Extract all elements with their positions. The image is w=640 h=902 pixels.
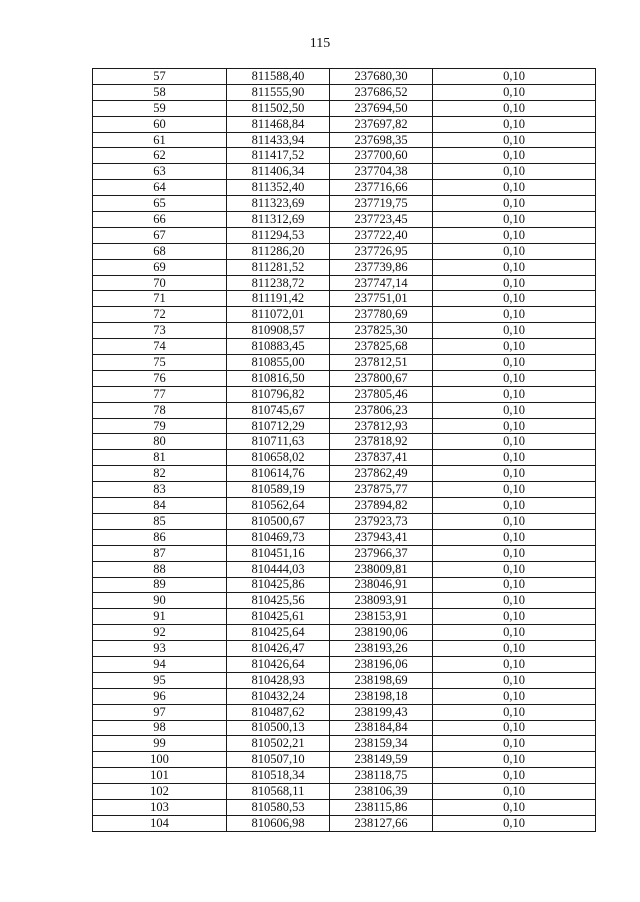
y-coordinate-cell: 238159,34 bbox=[330, 736, 433, 752]
point-number-cell: 89 bbox=[93, 577, 227, 593]
x-coordinate-cell: 810500,67 bbox=[227, 513, 330, 529]
y-coordinate-cell: 237825,30 bbox=[330, 323, 433, 339]
y-coordinate-cell: 237862,49 bbox=[330, 466, 433, 482]
x-coordinate-cell: 810500,13 bbox=[227, 720, 330, 736]
point-number-cell: 78 bbox=[93, 402, 227, 418]
table-row bbox=[93, 768, 596, 784]
y-coordinate-cell: 238127,66 bbox=[330, 815, 433, 831]
point-number-cell: 63 bbox=[93, 164, 227, 180]
point-number-cell: 101 bbox=[93, 768, 227, 784]
table-row bbox=[93, 784, 596, 800]
y-coordinate-cell: 237719,75 bbox=[330, 196, 433, 212]
point-number-cell: 70 bbox=[93, 275, 227, 291]
point-number-cell: 74 bbox=[93, 339, 227, 355]
table-row bbox=[93, 275, 596, 291]
y-coordinate-cell: 237716,66 bbox=[330, 180, 433, 196]
point-number-cell: 90 bbox=[93, 593, 227, 609]
y-coordinate-cell: 237923,73 bbox=[330, 513, 433, 529]
table-row bbox=[93, 736, 596, 752]
x-coordinate-cell: 810816,50 bbox=[227, 370, 330, 386]
x-coordinate-cell: 811502,50 bbox=[227, 100, 330, 116]
error-cell: 0,10 bbox=[433, 545, 596, 561]
table-row bbox=[93, 799, 596, 815]
x-coordinate-cell: 810606,98 bbox=[227, 815, 330, 831]
table-row bbox=[93, 609, 596, 625]
y-coordinate-cell: 237818,92 bbox=[330, 434, 433, 450]
table-row bbox=[93, 164, 596, 180]
table-row bbox=[93, 323, 596, 339]
x-coordinate-cell: 810451,16 bbox=[227, 545, 330, 561]
point-number-cell: 102 bbox=[93, 784, 227, 800]
y-coordinate-cell: 237894,82 bbox=[330, 498, 433, 514]
point-number-cell: 97 bbox=[93, 704, 227, 720]
y-coordinate-cell: 238115,86 bbox=[330, 799, 433, 815]
error-cell: 0,10 bbox=[433, 593, 596, 609]
point-number-cell: 88 bbox=[93, 561, 227, 577]
error-cell: 0,10 bbox=[433, 148, 596, 164]
table-row bbox=[93, 402, 596, 418]
y-coordinate-cell: 237966,37 bbox=[330, 545, 433, 561]
point-number-cell: 80 bbox=[93, 434, 227, 450]
y-coordinate-cell: 237812,93 bbox=[330, 418, 433, 434]
x-coordinate-cell: 810614,76 bbox=[227, 466, 330, 482]
error-cell: 0,10 bbox=[433, 656, 596, 672]
table-row bbox=[93, 482, 596, 498]
table-row bbox=[93, 625, 596, 641]
point-number-cell: 79 bbox=[93, 418, 227, 434]
error-cell: 0,10 bbox=[433, 450, 596, 466]
point-number-cell: 99 bbox=[93, 736, 227, 752]
point-number-cell: 95 bbox=[93, 672, 227, 688]
y-coordinate-cell: 238046,91 bbox=[330, 577, 433, 593]
error-cell: 0,10 bbox=[433, 418, 596, 434]
y-coordinate-cell: 237943,41 bbox=[330, 529, 433, 545]
y-coordinate-cell: 237812,51 bbox=[330, 355, 433, 371]
x-coordinate-cell: 811281,52 bbox=[227, 259, 330, 275]
y-coordinate-cell: 237805,46 bbox=[330, 386, 433, 402]
y-coordinate-cell: 237780,69 bbox=[330, 307, 433, 323]
point-number-cell: 71 bbox=[93, 291, 227, 307]
x-coordinate-cell: 811468,84 bbox=[227, 116, 330, 132]
x-coordinate-cell: 810432,24 bbox=[227, 688, 330, 704]
x-coordinate-cell: 810711,63 bbox=[227, 434, 330, 450]
x-coordinate-cell: 810568,11 bbox=[227, 784, 330, 800]
x-coordinate-cell: 810562,64 bbox=[227, 498, 330, 514]
table-row bbox=[93, 561, 596, 577]
error-cell: 0,10 bbox=[433, 355, 596, 371]
error-cell: 0,10 bbox=[433, 482, 596, 498]
table-row bbox=[93, 656, 596, 672]
point-number-cell: 72 bbox=[93, 307, 227, 323]
error-cell: 0,10 bbox=[433, 434, 596, 450]
x-coordinate-cell: 810426,47 bbox=[227, 641, 330, 657]
point-number-cell: 58 bbox=[93, 84, 227, 100]
point-number-cell: 82 bbox=[93, 466, 227, 482]
point-number-cell: 93 bbox=[93, 641, 227, 657]
point-number-cell: 57 bbox=[93, 69, 227, 85]
point-number-cell: 96 bbox=[93, 688, 227, 704]
x-coordinate-cell: 810883,45 bbox=[227, 339, 330, 355]
y-coordinate-cell: 237800,67 bbox=[330, 370, 433, 386]
y-coordinate-cell: 237694,50 bbox=[330, 100, 433, 116]
y-coordinate-cell: 237686,52 bbox=[330, 84, 433, 100]
x-coordinate-cell: 811352,40 bbox=[227, 180, 330, 196]
x-coordinate-cell: 810796,82 bbox=[227, 386, 330, 402]
point-number-cell: 64 bbox=[93, 180, 227, 196]
x-coordinate-cell: 811555,90 bbox=[227, 84, 330, 100]
error-cell: 0,10 bbox=[433, 323, 596, 339]
x-coordinate-cell: 811433,94 bbox=[227, 132, 330, 148]
y-coordinate-cell: 238118,75 bbox=[330, 768, 433, 784]
error-cell: 0,10 bbox=[433, 275, 596, 291]
x-coordinate-cell: 810425,86 bbox=[227, 577, 330, 593]
x-coordinate-cell: 811406,34 bbox=[227, 164, 330, 180]
table-row bbox=[93, 148, 596, 164]
error-cell: 0,10 bbox=[433, 466, 596, 482]
error-cell: 0,10 bbox=[433, 339, 596, 355]
y-coordinate-cell: 237723,45 bbox=[330, 212, 433, 228]
error-cell: 0,10 bbox=[433, 625, 596, 641]
error-cell: 0,10 bbox=[433, 736, 596, 752]
y-coordinate-cell: 238190,06 bbox=[330, 625, 433, 641]
x-coordinate-cell: 810444,03 bbox=[227, 561, 330, 577]
y-coordinate-cell: 238198,69 bbox=[330, 672, 433, 688]
point-number-cell: 81 bbox=[93, 450, 227, 466]
x-coordinate-cell: 811323,69 bbox=[227, 196, 330, 212]
error-cell: 0,10 bbox=[433, 307, 596, 323]
x-coordinate-cell: 810589,19 bbox=[227, 482, 330, 498]
x-coordinate-cell: 811417,52 bbox=[227, 148, 330, 164]
point-number-cell: 59 bbox=[93, 100, 227, 116]
table-row bbox=[93, 545, 596, 561]
x-coordinate-cell: 810658,02 bbox=[227, 450, 330, 466]
error-cell: 0,10 bbox=[433, 116, 596, 132]
error-cell: 0,10 bbox=[433, 688, 596, 704]
error-cell: 0,10 bbox=[433, 815, 596, 831]
table-row bbox=[93, 466, 596, 482]
point-number-cell: 91 bbox=[93, 609, 227, 625]
table-row bbox=[93, 704, 596, 720]
point-number-cell: 84 bbox=[93, 498, 227, 514]
x-coordinate-cell: 811294,53 bbox=[227, 227, 330, 243]
point-number-cell: 92 bbox=[93, 625, 227, 641]
x-coordinate-cell: 810855,00 bbox=[227, 355, 330, 371]
table-row bbox=[93, 212, 596, 228]
table-row bbox=[93, 418, 596, 434]
error-cell: 0,10 bbox=[433, 291, 596, 307]
y-coordinate-cell: 237726,95 bbox=[330, 243, 433, 259]
y-coordinate-cell: 238009,81 bbox=[330, 561, 433, 577]
y-coordinate-cell: 238093,91 bbox=[330, 593, 433, 609]
point-number-cell: 65 bbox=[93, 196, 227, 212]
y-coordinate-cell: 237704,38 bbox=[330, 164, 433, 180]
table-row bbox=[93, 513, 596, 529]
point-number-cell: 85 bbox=[93, 513, 227, 529]
table-row bbox=[93, 529, 596, 545]
point-number-cell: 76 bbox=[93, 370, 227, 386]
point-number-cell: 87 bbox=[93, 545, 227, 561]
y-coordinate-cell: 238193,26 bbox=[330, 641, 433, 657]
table-row bbox=[93, 355, 596, 371]
error-cell: 0,10 bbox=[433, 132, 596, 148]
y-coordinate-cell: 237875,77 bbox=[330, 482, 433, 498]
error-cell: 0,10 bbox=[433, 672, 596, 688]
error-cell: 0,10 bbox=[433, 69, 596, 85]
table-row bbox=[93, 180, 596, 196]
y-coordinate-cell: 237680,30 bbox=[330, 69, 433, 85]
y-coordinate-cell: 238153,91 bbox=[330, 609, 433, 625]
y-coordinate-cell: 237700,60 bbox=[330, 148, 433, 164]
y-coordinate-cell: 237825,68 bbox=[330, 339, 433, 355]
error-cell: 0,10 bbox=[433, 529, 596, 545]
error-cell: 0,10 bbox=[433, 768, 596, 784]
x-coordinate-cell: 810507,10 bbox=[227, 752, 330, 768]
y-coordinate-cell: 238196,06 bbox=[330, 656, 433, 672]
x-coordinate-cell: 810425,61 bbox=[227, 609, 330, 625]
y-coordinate-cell: 238106,39 bbox=[330, 784, 433, 800]
x-coordinate-cell: 810518,34 bbox=[227, 768, 330, 784]
point-number-cell: 86 bbox=[93, 529, 227, 545]
x-coordinate-cell: 810428,93 bbox=[227, 672, 330, 688]
x-coordinate-cell: 810426,64 bbox=[227, 656, 330, 672]
point-number-cell: 100 bbox=[93, 752, 227, 768]
table-row bbox=[93, 752, 596, 768]
y-coordinate-cell: 237697,82 bbox=[330, 116, 433, 132]
table-row bbox=[93, 450, 596, 466]
point-number-cell: 75 bbox=[93, 355, 227, 371]
error-cell: 0,10 bbox=[433, 370, 596, 386]
point-number-cell: 73 bbox=[93, 323, 227, 339]
table-row bbox=[93, 672, 596, 688]
point-number-cell: 67 bbox=[93, 227, 227, 243]
table-row bbox=[93, 720, 596, 736]
x-coordinate-cell: 811286,20 bbox=[227, 243, 330, 259]
table-row bbox=[93, 307, 596, 323]
table-row bbox=[93, 69, 596, 85]
error-cell: 0,10 bbox=[433, 164, 596, 180]
error-cell: 0,10 bbox=[433, 227, 596, 243]
x-coordinate-cell: 810908,57 bbox=[227, 323, 330, 339]
table-row bbox=[93, 243, 596, 259]
y-coordinate-cell: 237751,01 bbox=[330, 291, 433, 307]
error-cell: 0,10 bbox=[433, 799, 596, 815]
table-row bbox=[93, 259, 596, 275]
point-number-cell: 61 bbox=[93, 132, 227, 148]
table-row bbox=[93, 688, 596, 704]
y-coordinate-cell: 237806,23 bbox=[330, 402, 433, 418]
error-cell: 0,10 bbox=[433, 577, 596, 593]
x-coordinate-cell: 811312,69 bbox=[227, 212, 330, 228]
x-coordinate-cell: 810745,67 bbox=[227, 402, 330, 418]
x-coordinate-cell: 810487,62 bbox=[227, 704, 330, 720]
table-row bbox=[93, 116, 596, 132]
error-cell: 0,10 bbox=[433, 704, 596, 720]
point-number-cell: 66 bbox=[93, 212, 227, 228]
x-coordinate-cell: 810712,29 bbox=[227, 418, 330, 434]
table-row bbox=[93, 386, 596, 402]
y-coordinate-cell: 238198,18 bbox=[330, 688, 433, 704]
error-cell: 0,10 bbox=[433, 561, 596, 577]
error-cell: 0,10 bbox=[433, 784, 596, 800]
table-row bbox=[93, 593, 596, 609]
x-coordinate-cell: 810469,73 bbox=[227, 529, 330, 545]
table-row bbox=[93, 498, 596, 514]
y-coordinate-cell: 237747,14 bbox=[330, 275, 433, 291]
table-row bbox=[93, 100, 596, 116]
table-row bbox=[93, 434, 596, 450]
y-coordinate-cell: 238199,43 bbox=[330, 704, 433, 720]
point-number-cell: 104 bbox=[93, 815, 227, 831]
y-coordinate-cell: 237698,35 bbox=[330, 132, 433, 148]
error-cell: 0,10 bbox=[433, 498, 596, 514]
y-coordinate-cell: 238184,84 bbox=[330, 720, 433, 736]
error-cell: 0,10 bbox=[433, 720, 596, 736]
coordinates-table bbox=[92, 68, 596, 832]
error-cell: 0,10 bbox=[433, 196, 596, 212]
table-row bbox=[93, 815, 596, 831]
point-number-cell: 68 bbox=[93, 243, 227, 259]
point-number-cell: 94 bbox=[93, 656, 227, 672]
x-coordinate-cell: 811072,01 bbox=[227, 307, 330, 323]
error-cell: 0,10 bbox=[433, 386, 596, 402]
page-number: 115 bbox=[309, 36, 331, 51]
table-row bbox=[93, 291, 596, 307]
table-row bbox=[93, 132, 596, 148]
x-coordinate-cell: 811588,40 bbox=[227, 69, 330, 85]
table-row bbox=[93, 227, 596, 243]
x-coordinate-cell: 810580,53 bbox=[227, 799, 330, 815]
error-cell: 0,10 bbox=[433, 259, 596, 275]
table-row bbox=[93, 577, 596, 593]
error-cell: 0,10 bbox=[433, 609, 596, 625]
point-number-cell: 83 bbox=[93, 482, 227, 498]
y-coordinate-cell: 237739,86 bbox=[330, 259, 433, 275]
x-coordinate-cell: 811238,72 bbox=[227, 275, 330, 291]
table-row bbox=[93, 370, 596, 386]
error-cell: 0,10 bbox=[433, 641, 596, 657]
error-cell: 0,10 bbox=[433, 180, 596, 196]
table-row bbox=[93, 196, 596, 212]
error-cell: 0,10 bbox=[433, 100, 596, 116]
point-number-cell: 103 bbox=[93, 799, 227, 815]
y-coordinate-cell: 238149,59 bbox=[330, 752, 433, 768]
point-number-cell: 98 bbox=[93, 720, 227, 736]
point-number-cell: 60 bbox=[93, 116, 227, 132]
error-cell: 0,10 bbox=[433, 212, 596, 228]
y-coordinate-cell: 237837,41 bbox=[330, 450, 433, 466]
error-cell: 0,10 bbox=[433, 84, 596, 100]
table-row bbox=[93, 641, 596, 657]
point-number-cell: 62 bbox=[93, 148, 227, 164]
x-coordinate-cell: 811191,42 bbox=[227, 291, 330, 307]
error-cell: 0,10 bbox=[433, 752, 596, 768]
x-coordinate-cell: 810502,21 bbox=[227, 736, 330, 752]
x-coordinate-cell: 810425,64 bbox=[227, 625, 330, 641]
error-cell: 0,10 bbox=[433, 513, 596, 529]
y-coordinate-cell: 237722,40 bbox=[330, 227, 433, 243]
x-coordinate-cell: 810425,56 bbox=[227, 593, 330, 609]
table-row bbox=[93, 84, 596, 100]
point-number-cell: 69 bbox=[93, 259, 227, 275]
table-row bbox=[93, 339, 596, 355]
error-cell: 0,10 bbox=[433, 243, 596, 259]
point-number-cell: 77 bbox=[93, 386, 227, 402]
error-cell: 0,10 bbox=[433, 402, 596, 418]
coordinates-table-body bbox=[93, 69, 596, 832]
